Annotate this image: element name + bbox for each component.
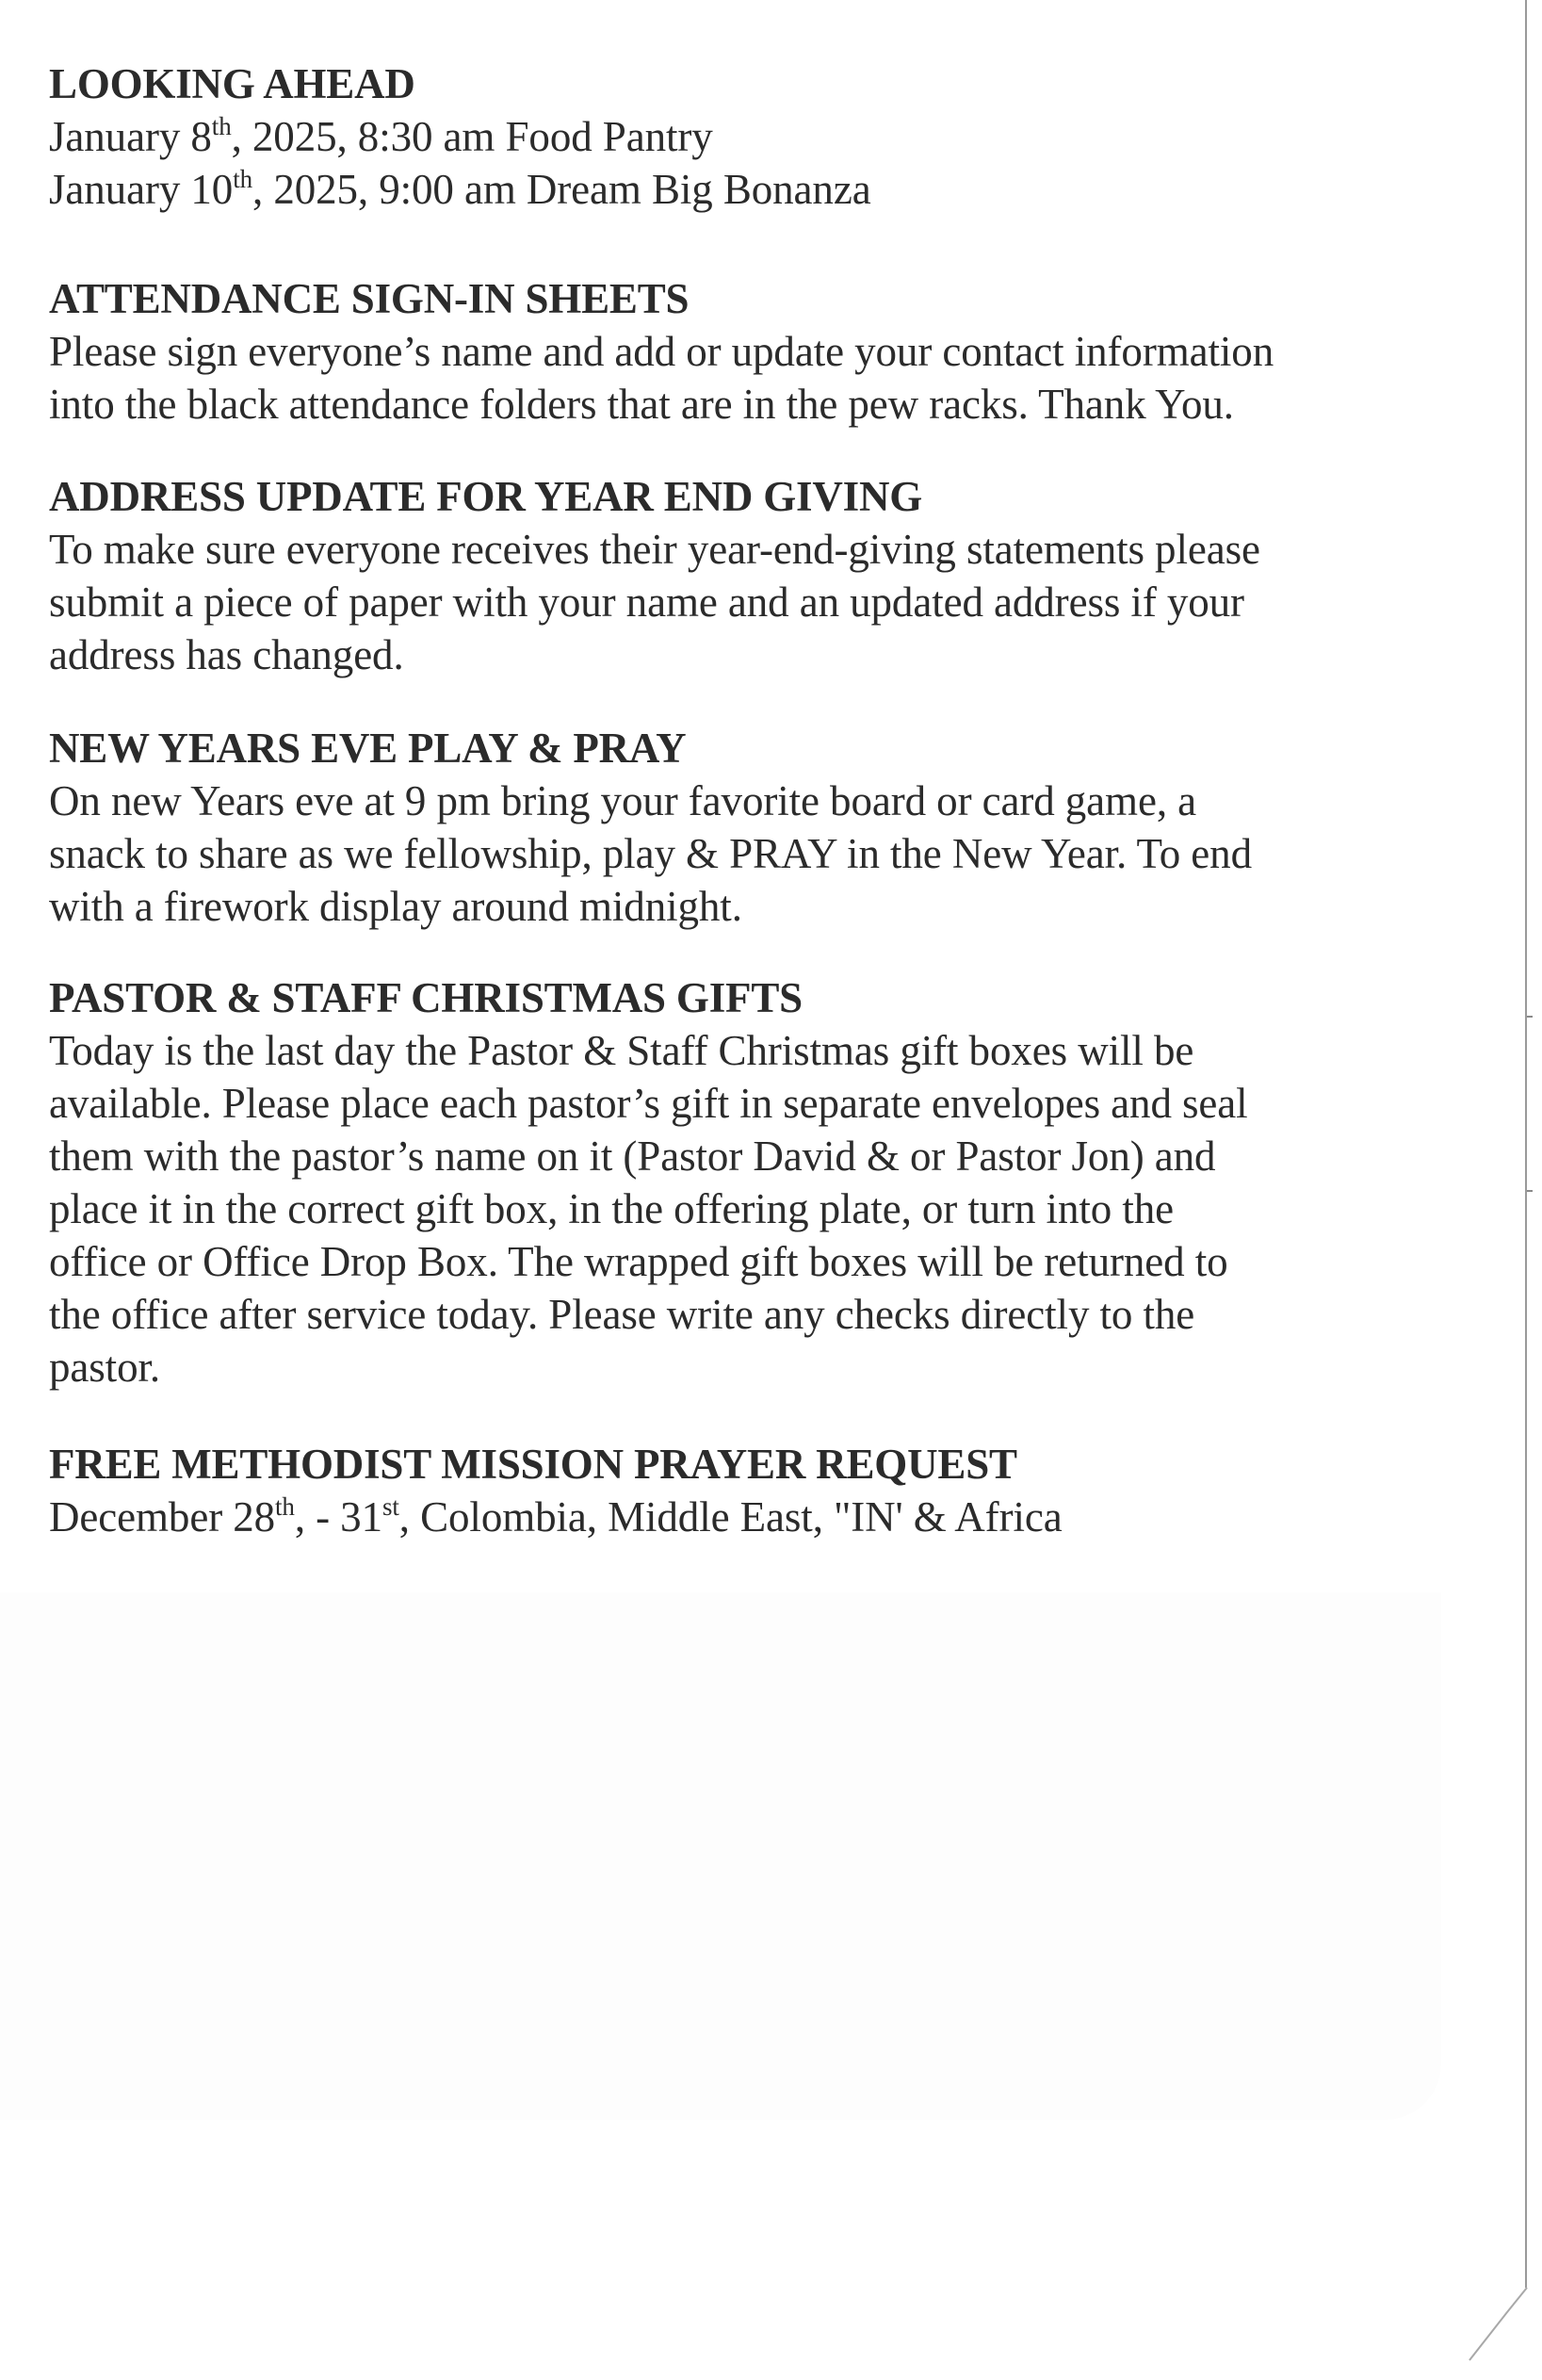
text-run: , 2025, 9:00 am Dream Big Bonanza <box>252 166 871 213</box>
section-body <box>49 774 1252 933</box>
text-run: December 28 <box>49 1493 276 1540</box>
text-run: office or Office Drop Box. The wrapped gift boxes will be returned to <box>49 1238 1228 1285</box>
section-new-years-eve <box>49 722 1252 933</box>
body-text-line <box>49 325 1274 378</box>
text-run: January 10 <box>49 166 234 213</box>
section-pastor-staff-gifts <box>49 971 1248 1394</box>
text-run: To make sure everyone receives their year-end-giving statements please <box>49 526 1260 573</box>
text-run: available. Please place each pastor’s gift in separate envelopes and seal <box>49 1080 1248 1127</box>
section-address-update <box>49 470 1260 681</box>
text-run: them with the pastor’s name on it (Pastor David & or Pastor Jon) and <box>49 1133 1216 1180</box>
ordinal-suffix: th <box>233 165 253 193</box>
body-text-line <box>49 880 1252 933</box>
text-run: Today is the last day the Pastor & Staff Christmas gift boxes will be <box>49 1027 1194 1074</box>
section-body <box>49 523 1260 681</box>
section-body <box>49 1024 1248 1394</box>
section-heading: PASTOR & STAFF CHRISTMAS GIFTS <box>49 974 803 1021</box>
text-run: submit a piece of paper with your name and an updated address if your <box>49 579 1244 626</box>
section-mission-prayer-request <box>49 1438 1063 1543</box>
ordinal-suffix: st <box>381 1492 399 1521</box>
section-body <box>49 110 871 216</box>
section-heading: ATTENDANCE SIGN-IN SHEETS <box>49 275 690 322</box>
body-text-line <box>49 378 1274 431</box>
body-text-line <box>49 1235 1248 1288</box>
body-text-line <box>49 827 1252 880</box>
text-run: January 8 <box>49 113 212 160</box>
text-run: the office after service today. Please write any checks directly to the <box>49 1291 1195 1338</box>
text-run: On new Years eve at 9 pm bring your favorite board or card game, a <box>49 777 1197 824</box>
section-heading: NEW YEARS EVE PLAY & PRAY <box>49 725 687 772</box>
body-text-line <box>49 523 1260 576</box>
page-edge-tick <box>1527 1016 1533 1018</box>
body-text-line <box>49 110 871 163</box>
text-run: , - 31 <box>294 1493 382 1540</box>
body-text-line <box>49 1491 1063 1543</box>
body-text-line <box>49 576 1260 628</box>
body-text-line <box>49 1024 1248 1077</box>
text-run: into the black attendance folders that are in the pew racks. Thank You. <box>49 381 1234 428</box>
section-attendance-sign-in <box>49 272 1274 431</box>
text-run: address has changed. <box>49 631 404 678</box>
body-text-line <box>49 1130 1248 1182</box>
page-edge-line <box>1525 0 1527 2288</box>
body-text-line <box>49 1077 1248 1130</box>
body-text-line <box>49 163 871 216</box>
text-run: with a firework display around midnight. <box>49 883 742 930</box>
body-text-line <box>49 1288 1248 1341</box>
body-text-line <box>49 628 1260 681</box>
body-text-line <box>49 774 1252 827</box>
text-run: , Colombia, Middle East, "IN' & Africa <box>398 1493 1063 1540</box>
ordinal-suffix: th <box>211 112 232 140</box>
text-run: pastor. <box>49 1344 161 1391</box>
scan-background-panel <box>0 1592 1441 2120</box>
text-run: Please sign everyone’s name and add or update your contact information <box>49 328 1274 375</box>
body-text-line <box>49 1341 1248 1394</box>
text-run: , 2025, 8:30 am Food Pantry <box>231 113 713 160</box>
section-body <box>49 1491 1063 1543</box>
page-corner-fold-icon <box>1451 2271 1542 2380</box>
section-looking-ahead <box>49 57 871 216</box>
page-edge-tick <box>1527 1190 1533 1192</box>
section-heading: ADDRESS UPDATE FOR YEAR END GIVING <box>49 473 923 520</box>
text-run: snack to share as we fellowship, play & PRAY in the New Year. To end <box>49 830 1252 877</box>
section-heading: LOOKING AHEAD <box>49 60 415 107</box>
body-text-line <box>49 1182 1248 1235</box>
section-heading: FREE METHODIST MISSION PRAYER REQUEST <box>49 1441 1017 1488</box>
ordinal-suffix: th <box>275 1492 295 1521</box>
section-body <box>49 325 1274 431</box>
text-run: place it in the correct gift box, in the offering plate, or turn into the <box>49 1185 1174 1232</box>
